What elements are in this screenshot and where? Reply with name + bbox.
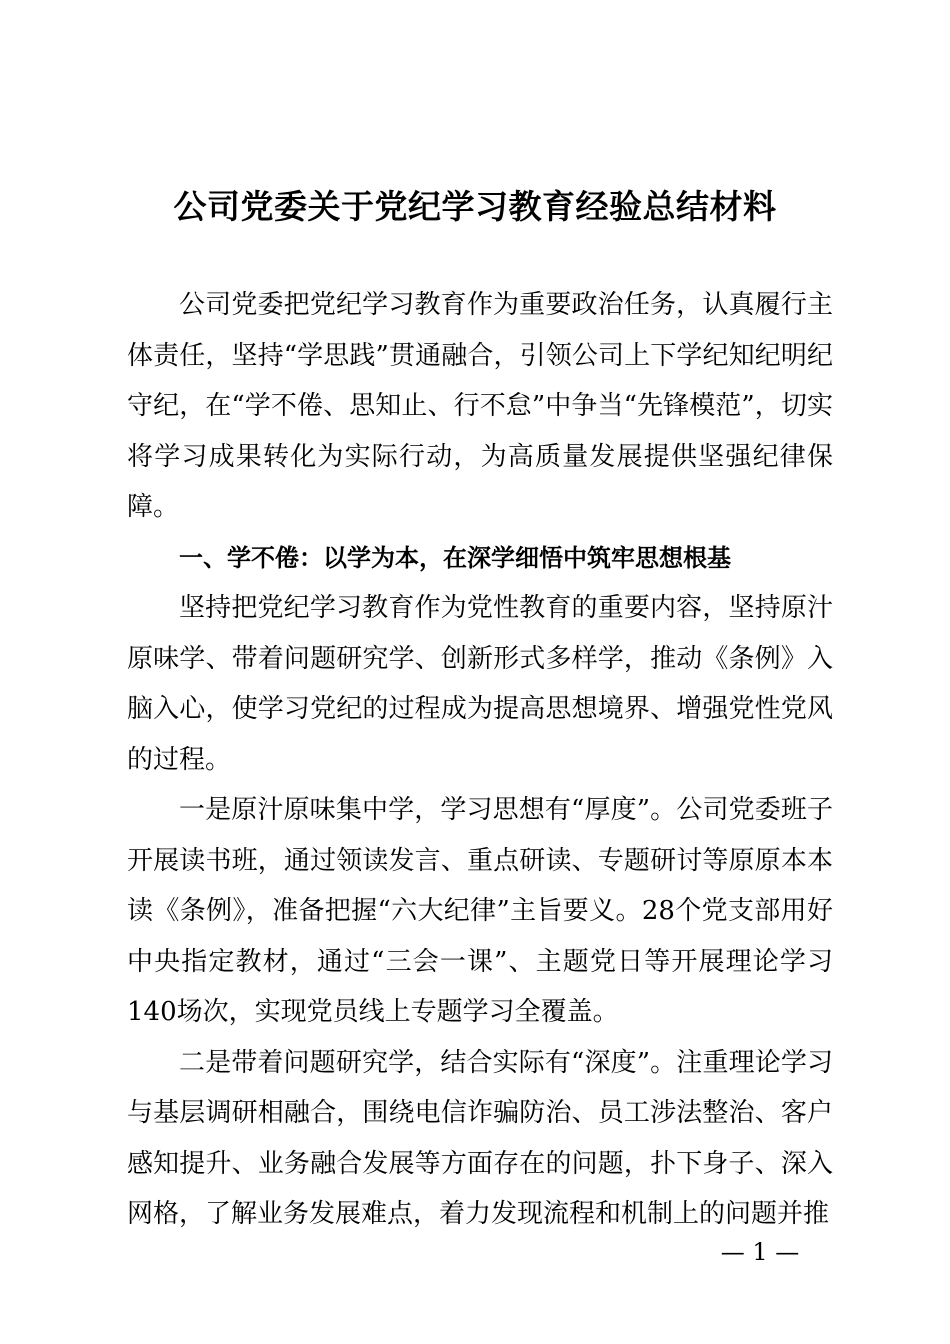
section-heading: 一、学不倦：以学为本，在深学细悟中筑牢思想根基 (179, 543, 731, 572)
document-body (127, 280, 833, 1240)
section-paragraph: 坚持把党纪学习教育作为党性教育的重要内容，坚持原汁原味学、带着问题研究学、创新形式多样学，推动《条例》入脑入心，使学习党纪的过程成为提高思想境界、增强党性党风的过程。 (127, 593, 833, 775)
page-number: — 1 — (720, 1238, 800, 1266)
document-title: 公司党委关于党纪学习教育经验总结材料 (173, 187, 777, 226)
intro-paragraph: 公司党委把党纪学习教育作为重要政治任务，认真履行主体责任，坚持“学思践”贯通融合，引领公司上下学纪知纪明纪守纪，在“学不倦、思知止、行不怠”中争当“先锋模范”，切实将学习成果转化为实际行动，为高质量发展提供坚强纪律保障。 (127, 290, 833, 522)
point-two-paragraph: 二是带着问题研究学，结合实际有“深度”。注重理论学习与基层调研相融合，围绕电信诈骗防治、员工涉法整治、客户感知提升、业务融合发展等方面存在的问题，扑下身子、深入网格，了解业务发展难点，着力发现流程和机制上的问题并推 (127, 1047, 833, 1229)
point-one-paragraph: 一是原汁原味集中学，学习思想有“厚度”。公司党委班子开展读书班，通过领读发言、重点研读、专题研讨等原原本本读《条例》，准备把握“六大纪律”主旨要义。28个党支部用好中央指定教材，通过“三会一课”、主题党日等开展理论学习140场次，实现党员线上专题学习全覆盖。 (127, 795, 833, 1027)
